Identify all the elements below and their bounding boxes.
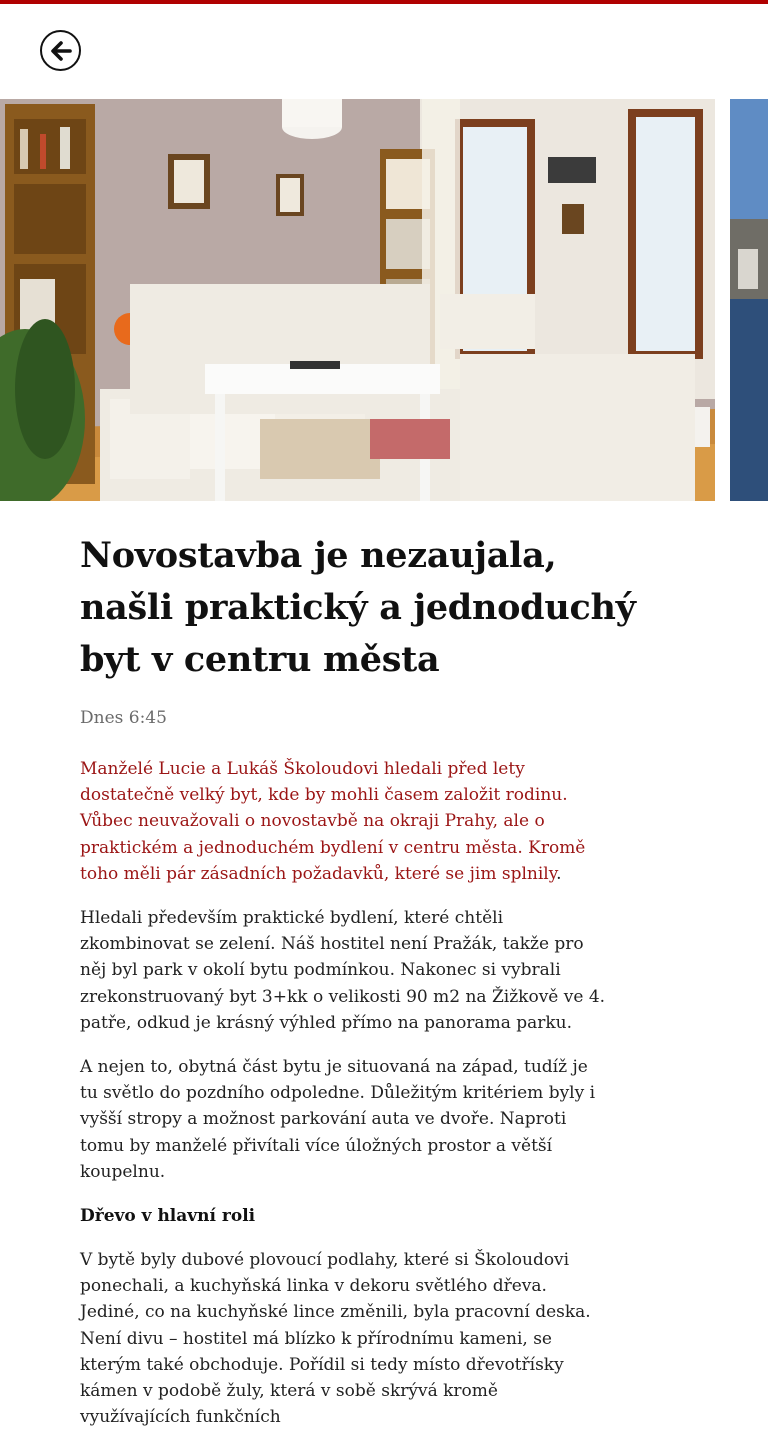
publish-date: Dnes 6:45 <box>80 708 167 728</box>
article-paragraph: Hledali především praktické bydlení, které chtěli zkombinovat se zelení. Náš hostitel není Pražák, takže pro něj byl park v okolí bytu podmínkou. Nakonec si vybrali zrekonstruovaný byt 3+kk o velikosti 90 m2 na Žižkově ve 4. patře, odkud je krásný výhled přímo na panorama parku. <box>80 908 606 1033</box>
back-button[interactable] <box>40 30 81 71</box>
article-title: Novostavba je nezaujala, našli praktický a jednoduchý byt v centru města <box>80 535 636 680</box>
top-accent-bar <box>0 0 768 4</box>
article-lead-text: Manželé Lucie a Lukáš Školoudovi hledali před lety dostatečně velký byt, kde by mohli časem založit rodinu. Vůbec neuvažovali o novostavbě na okraji Prahy, ale o praktickém a jednoduchém bydlení v centru města. Kromě toho měli pár zásadních požadavků, které se jim splnily <box>80 759 586 884</box>
living-room-photo[interactable] <box>0 99 715 501</box>
article-lead <box>80 756 610 887</box>
photo-gallery[interactable] <box>0 99 768 501</box>
article-lead-end: . <box>556 863 562 884</box>
article-paragraph: A nejen to, obytná část bytu je situovaná na západ, tudíž je tu světlo do pozdního odpoledne. Důležitým kritériem byly i vyšší stropy a možnost parkování auta ve dvoře. Naproti tomu by manželé přivítali více úložných prostor a větší koupelnu. <box>80 1057 596 1182</box>
section-heading: Dřevo v hlavní roli <box>80 1206 256 1227</box>
arrow-left-circle-icon <box>49 40 73 62</box>
article <box>80 530 636 1430</box>
exterior-photo[interactable] <box>730 99 768 501</box>
article-paragraph: V bytě byly dubové plovoucí podlahy, které si Školoudovi ponechali, a kuchyňská linka v dekoru světlého dřeva. Jediné, co na kuchyňské lince změnili, byla pracovní deska. Není divu – hostitel má blízko k přírodnímu kameni, se kterým také obchoduje. Pořídil si tedy místo dřevotřísky kámen v podobě žuly, která v sobě skrývá kromě využívajících funkčních <box>80 1250 591 1428</box>
